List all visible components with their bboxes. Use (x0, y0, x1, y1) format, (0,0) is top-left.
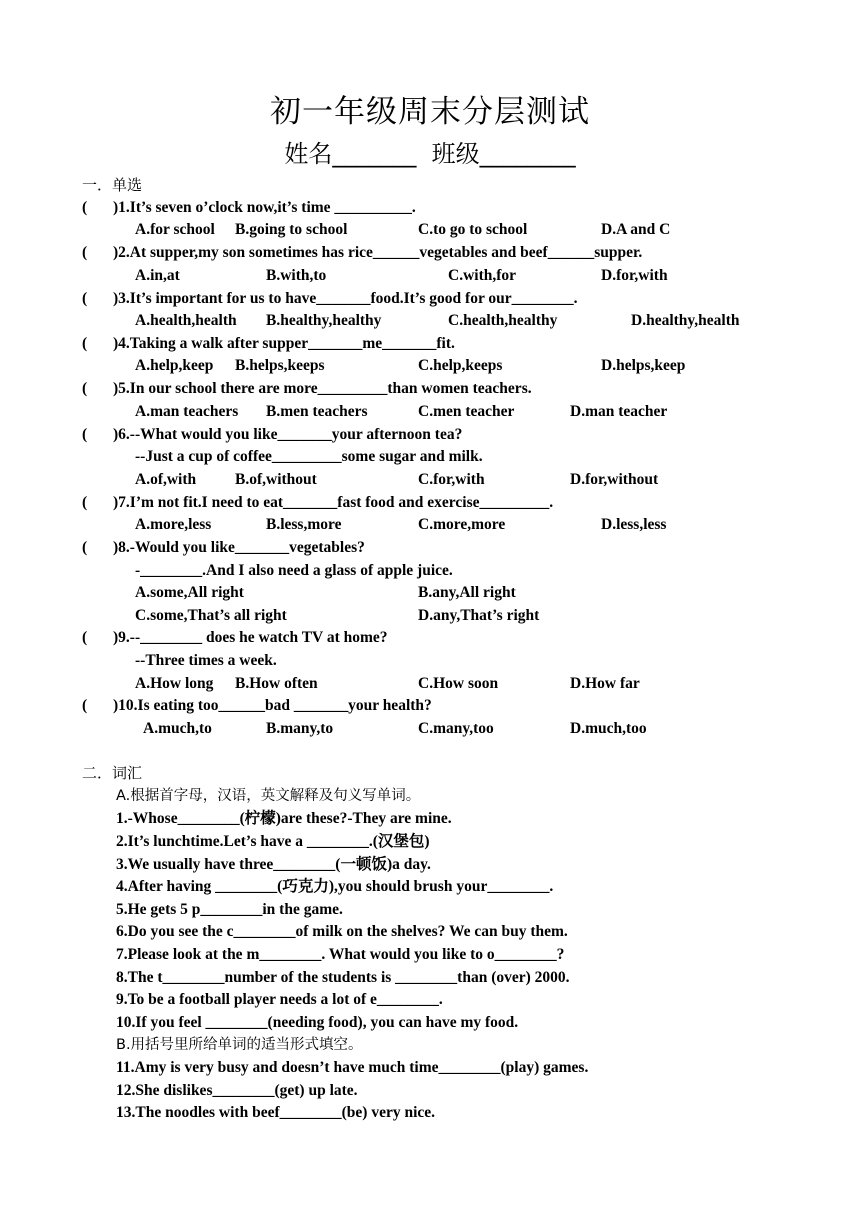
fill-item: 12.She dislikes________(get) up late. (116, 1082, 358, 1099)
answer-paren: ( (82, 629, 88, 646)
answer-paren: ( (82, 539, 88, 556)
option-d: D.healthy,health (631, 312, 740, 329)
section1-heading: 一．单选 (82, 176, 143, 194)
question-stem: )6.--What would you like_______your afternoon tea? (113, 426, 463, 443)
option-d: D.A and C (601, 221, 671, 238)
vocab-item: 4.After having ________(巧克力),you should brush your________. (116, 878, 554, 895)
question-dialogue: -________.And I also need a glass of apple juice. (135, 562, 453, 579)
answer-paren: ( (82, 494, 88, 511)
answer-paren: ( (82, 380, 88, 397)
question-stem: )7.I’m not fit.I need to eat_______fast food and exercise_________. (113, 494, 554, 511)
option-a: A.help,keep (135, 357, 214, 374)
question-stem: )2.At supper,my son sometimes has rice______vegetables and beef______supper. (113, 244, 643, 261)
question-stem: )5.In our school there are more_________than women teachers. (113, 380, 532, 397)
option-c: C.men teacher (418, 403, 515, 420)
answer-paren: ( (82, 199, 88, 216)
question-stem: )8.-Would you like_______vegetables? (113, 539, 365, 556)
option-a: A.health,health (135, 312, 237, 329)
option-b: B.of,without (235, 471, 317, 488)
answer-paren: ( (82, 290, 88, 307)
option-a: A.How long (135, 675, 214, 692)
fill-item: 13.The noodles with beef________(be) very nice. (116, 1104, 436, 1121)
option-d: D.man teacher (570, 403, 668, 420)
option-b: B.any,All right (418, 584, 516, 601)
vocab-item: 5.He gets 5 p________in the game. (116, 901, 343, 918)
option-c: C.with,for (448, 267, 517, 284)
option-c: C.help,keeps (418, 357, 503, 374)
fill-item: 11.Amy is very busy and doesn’t have much time________(play) games. (116, 1059, 589, 1076)
option-b: B.many,to (266, 720, 334, 737)
option-b: B.How often (235, 675, 318, 692)
question-stem: )3.It’s important for us to have_______food.It’s good for our________. (113, 290, 578, 307)
option-c: C.for,with (418, 471, 485, 488)
answer-paren: ( (82, 426, 88, 443)
option-c: C.some,That’s all right (135, 607, 287, 624)
answer-paren: ( (82, 244, 88, 261)
question-dialogue: --Three times a week. (135, 652, 277, 669)
vocab-item: 2.It’s lunchtime.Let’s have a ________.(汉堡包) (116, 833, 430, 850)
option-d: D.any,That’s right (418, 607, 540, 624)
answer-paren: ( (82, 697, 88, 714)
vocab-item: 3.We usually have three________(一顿饭)a day. (116, 856, 431, 873)
vocab-item: 9.To be a football player needs a lot of e________. (116, 991, 443, 1008)
option-b: B.men teachers (266, 403, 368, 420)
option-a: A.man teachers (135, 403, 239, 420)
vocab-item: 8.The t________number of the students is ________than (over) 2000. (116, 969, 570, 986)
option-c: C.How soon (418, 675, 499, 692)
vocab-item: 10.If you feel ________(needing food), you can have my food. (116, 1014, 519, 1031)
question-dialogue: --Just a cup of coffee_________some sugar and milk. (135, 448, 483, 465)
option-c: C.to go to school (418, 221, 528, 238)
vocab-item: 1.-Whose________(柠檬)are these?-They are mine. (116, 810, 452, 827)
option-c: C.many,too (418, 720, 494, 737)
option-b: B.going to school (235, 221, 348, 238)
option-a: A.for school (135, 221, 215, 238)
name-class-line (0, 134, 860, 169)
vocab-item: 6.Do you see the c________of milk on the shelves? We can buy them. (116, 923, 568, 940)
section2-heading: 二．词汇 (82, 764, 143, 782)
option-d: D.helps,keep (601, 357, 686, 374)
page-title: 初一年级周末分层测试 (270, 94, 590, 130)
option-a: A.much,to (143, 720, 212, 737)
question-stem: )4.Taking a walk after supper_______me_______fit. (113, 335, 455, 352)
option-a: A.in,at (135, 267, 180, 284)
question-stem: )9.--________ does he watch TV at home? (113, 629, 388, 646)
answer-paren: ( (82, 335, 88, 352)
part-b-instruction: B.用括号里所给单词的适当形式填空。 (116, 1037, 363, 1053)
option-d: D.for,without (570, 471, 659, 488)
option-a: A.more,less (135, 516, 212, 533)
name-class-text: 姓名_______ 班级________ (284, 140, 576, 168)
option-c: C.more,more (418, 516, 506, 533)
option-b: B.helps,keeps (235, 357, 325, 374)
option-c: C.health,healthy (448, 312, 558, 329)
option-a: A.some,All right (135, 584, 244, 601)
option-d: D.much,too (570, 720, 647, 737)
option-b: B.healthy,healthy (266, 312, 382, 329)
option-d: D.How far (570, 675, 640, 692)
option-d: D.for,with (601, 267, 668, 284)
option-b: B.less,more (266, 516, 342, 533)
option-a: A.of,with (135, 471, 197, 488)
question-stem: )1.It’s seven o’clock now,it’s time __________. (113, 199, 416, 216)
vocab-item: 7.Please look at the m________. What would you like to o________? (116, 946, 565, 963)
option-d: D.less,less (601, 516, 667, 533)
option-b: B.with,to (266, 267, 327, 284)
part-a-instruction: A.根据首字母，汉语，英文解释及句义写单词。 (116, 788, 421, 804)
question-stem: )10.Is eating too______bad _______your health? (113, 697, 432, 714)
